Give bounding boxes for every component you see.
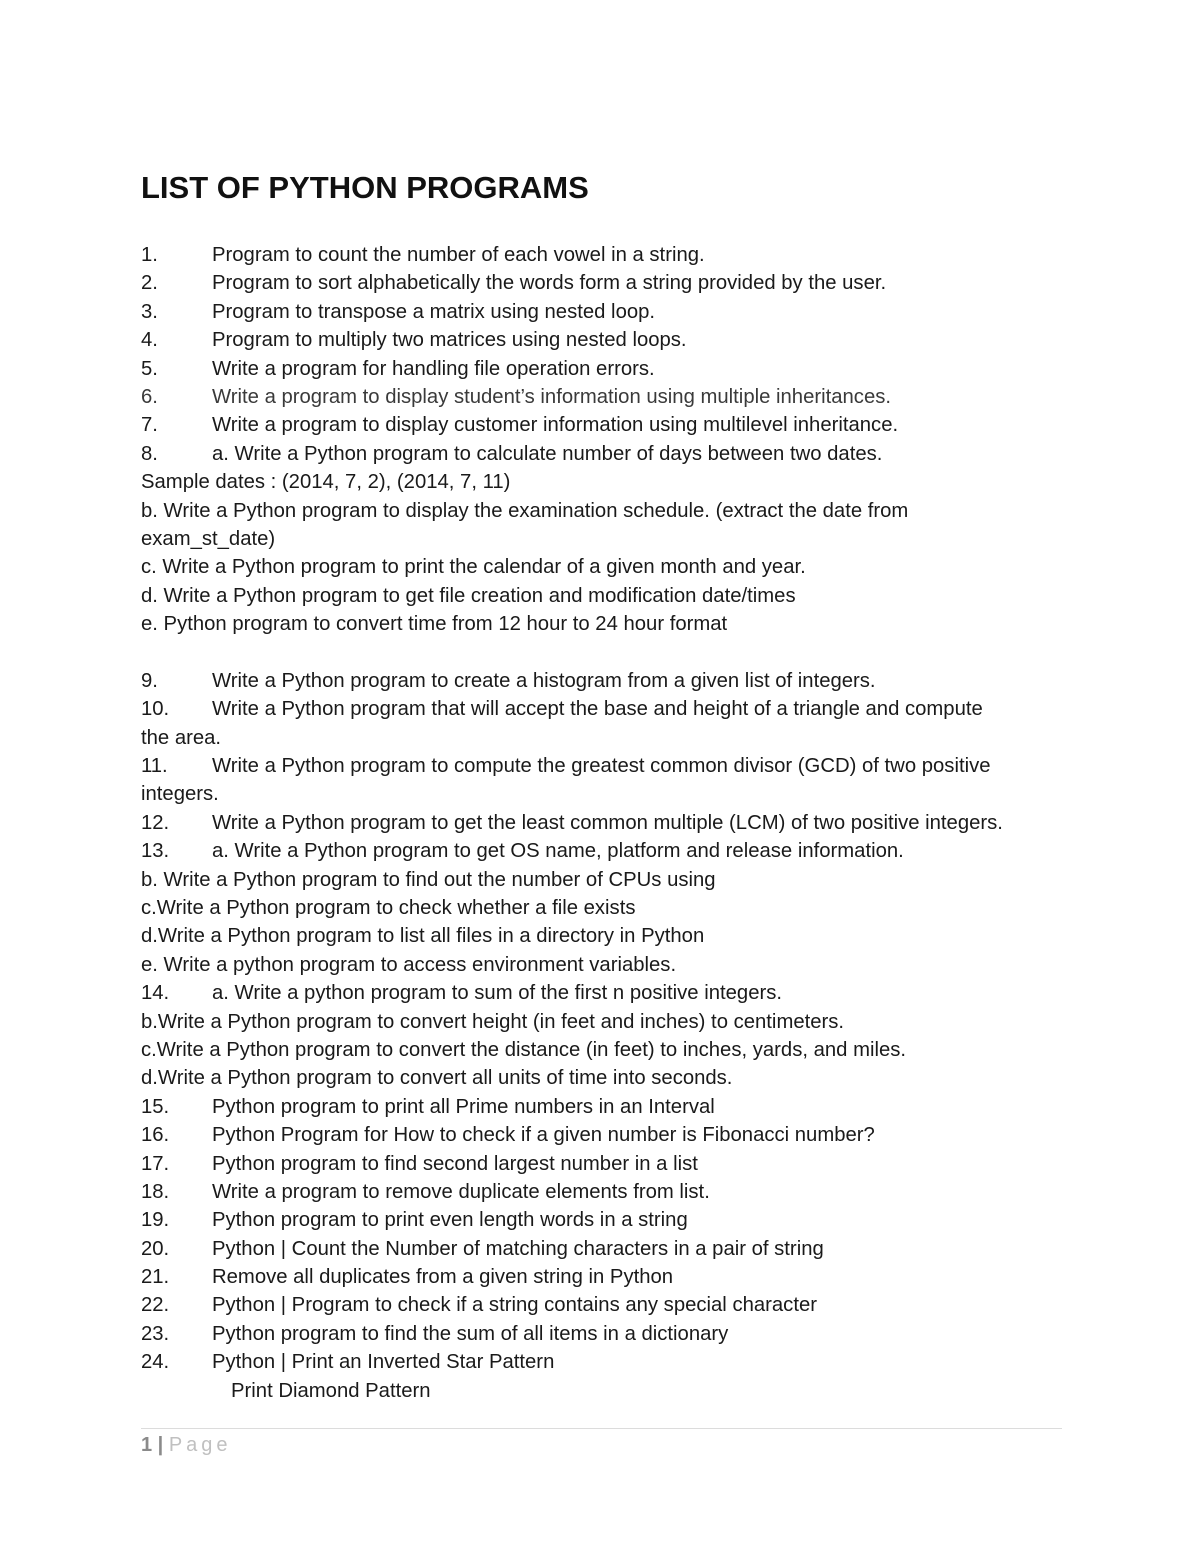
list-item-text: c.Write a Python program to convert the distance (in feet) to inches, yards, and miles. bbox=[141, 1038, 907, 1061]
list-item-text: d.Write a Python program to convert all units of time into seconds. bbox=[141, 1067, 733, 1090]
list-item bbox=[141, 1178, 1071, 1206]
list-item-text: b. Write a Python program to display the examination schedule. (extract the date from bbox=[141, 499, 909, 522]
list-item-text: b.Write a Python program to convert height (in feet and inches) to centimeters. bbox=[141, 1010, 845, 1033]
list-item bbox=[141, 1121, 1071, 1149]
list-item-text: Python Program for How to check if a given number is Fibonacci number? bbox=[212, 1124, 875, 1147]
list-item bbox=[141, 468, 1071, 496]
list-item-text: Program to multiply two matrices using nested loops. bbox=[212, 329, 687, 352]
list-item-text: Write a Python program to compute the greatest common divisor (GCD) of two positive bbox=[212, 755, 991, 778]
list-item bbox=[141, 1235, 1071, 1263]
list-item bbox=[141, 724, 1071, 752]
list-item bbox=[141, 298, 1071, 326]
page-footer bbox=[141, 1434, 232, 1457]
list-item-number: 23. bbox=[141, 1322, 170, 1345]
list-item-number: 17. bbox=[141, 1152, 170, 1175]
footer-page-number: 1 bbox=[141, 1434, 153, 1456]
list-item-text: a. Write a Python program to calculate number of days between two dates. bbox=[212, 442, 883, 465]
list-item-text: Python | Print an Inverted Star Pattern bbox=[212, 1351, 555, 1374]
list-item bbox=[141, 1036, 1071, 1064]
list-item-number: 11. bbox=[141, 755, 168, 778]
list-item-text: the area. bbox=[141, 726, 222, 749]
list-item-number: 8. bbox=[141, 442, 158, 465]
list-item-text: Remove all duplicates from a given string in Python bbox=[212, 1266, 674, 1289]
list-item-number: 7. bbox=[141, 414, 158, 437]
list-item bbox=[141, 553, 1071, 581]
list-item-number: 10. bbox=[141, 698, 170, 721]
list-item-text: Python | Program to check if a string contains any special character bbox=[212, 1294, 817, 1317]
list-item-text: b. Write a Python program to find out the number of CPUs using bbox=[141, 868, 716, 891]
list-item-number: 24. bbox=[141, 1351, 170, 1374]
list-item-text: Sample dates : (2014, 7, 2), (2014, 7, 11) bbox=[141, 471, 511, 494]
list-item bbox=[141, 1320, 1071, 1348]
list-item-text: e. Write a python program to access environment variables. bbox=[141, 953, 677, 976]
list-item-number: 4. bbox=[141, 329, 158, 352]
blank-line bbox=[141, 638, 1071, 666]
list-item-number: 21. bbox=[141, 1266, 170, 1289]
list-item-number: 12. bbox=[141, 811, 170, 834]
list-item-text: Python program to find second largest number in a list bbox=[212, 1152, 698, 1175]
list-item bbox=[141, 1093, 1071, 1121]
list-item-number: 5. bbox=[141, 357, 158, 380]
list-item-text: c.Write a Python program to check whether a file exists bbox=[141, 896, 636, 919]
list-item bbox=[141, 951, 1071, 979]
list-item bbox=[141, 411, 1071, 439]
list-item-number: 9. bbox=[141, 669, 158, 692]
program-list bbox=[141, 241, 1071, 1405]
list-item-number: 14. bbox=[141, 982, 170, 1005]
list-item-number: 15. bbox=[141, 1095, 170, 1118]
list-item-text: Write a program to display student’s information using multiple inheritances. bbox=[212, 385, 892, 408]
list-item-text: d. Write a Python program to get file creation and modification date/times bbox=[141, 584, 796, 607]
list-item bbox=[141, 1064, 1071, 1092]
list-item bbox=[141, 1206, 1071, 1234]
list-item-text: exam_st_date) bbox=[141, 527, 276, 550]
list-item-text: d.Write a Python program to list all files in a directory in Python bbox=[141, 925, 705, 948]
list-item bbox=[141, 894, 1071, 922]
list-item bbox=[141, 269, 1071, 297]
list-item bbox=[141, 1291, 1071, 1319]
list-item bbox=[141, 241, 1071, 269]
list-item-number: 20. bbox=[141, 1237, 170, 1260]
footer-separator: | bbox=[152, 1434, 169, 1456]
list-item-number: 2. bbox=[141, 272, 158, 295]
list-item-text: Python program to find the sum of all items in a dictionary bbox=[212, 1322, 729, 1345]
list-item-number: 6. bbox=[141, 385, 158, 408]
list-item-text: Write a program for handling file operation errors. bbox=[212, 357, 655, 380]
list-item-text: Write a Python program to create a histogram from a given list of integers. bbox=[212, 669, 876, 692]
list-item bbox=[141, 1008, 1071, 1036]
list-item bbox=[141, 525, 1071, 553]
list-item-text: a. Write a Python program to get OS name, platform and release information. bbox=[212, 840, 904, 863]
list-item bbox=[141, 837, 1071, 865]
list-item bbox=[141, 1377, 1071, 1405]
list-item bbox=[141, 1348, 1071, 1376]
list-item-text: a. Write a python program to sum of the first n positive integers. bbox=[212, 982, 783, 1005]
list-item-text: e. Python program to convert time from 12 hour to 24 hour format bbox=[141, 613, 728, 636]
list-item-number: 3. bbox=[141, 300, 158, 323]
list-item-text: Write a Python program that will accept the base and height of a triangle and compute bbox=[212, 698, 983, 721]
list-item bbox=[141, 1150, 1071, 1178]
list-item bbox=[141, 610, 1071, 638]
list-item-text: Python program to print even length words in a string bbox=[212, 1209, 688, 1232]
list-item-text: Write a program to display customer information using multilevel inheritance. bbox=[212, 414, 899, 437]
list-item bbox=[141, 780, 1071, 808]
list-item bbox=[141, 355, 1071, 383]
footer-page-label: Page bbox=[168, 1434, 232, 1456]
list-item bbox=[141, 1263, 1071, 1291]
list-item-number: 1. bbox=[141, 244, 158, 266]
list-item-text: Program to transpose a matrix using nested loop. bbox=[212, 300, 656, 323]
list-item bbox=[141, 809, 1071, 837]
footer-divider bbox=[141, 1428, 1062, 1429]
list-item bbox=[141, 440, 1071, 468]
list-item-text: Write a Python program to get the least common multiple (LCM) of two positive integers. bbox=[212, 811, 1003, 834]
list-item bbox=[141, 695, 1071, 723]
list-item-text: Write a program to remove duplicate elements from list. bbox=[212, 1180, 710, 1203]
list-item-text: Python | Count the Number of matching characters in a pair of string bbox=[212, 1237, 824, 1260]
list-item bbox=[141, 326, 1071, 354]
list-item bbox=[141, 497, 1071, 525]
list-item-text: Python program to print all Prime numbers in an Interval bbox=[212, 1095, 715, 1118]
list-item bbox=[141, 752, 1071, 780]
list-item bbox=[141, 866, 1071, 894]
list-item-number: 22. bbox=[141, 1294, 170, 1317]
list-item-number: 16. bbox=[141, 1124, 170, 1147]
list-item-text: Program to sort alphabetically the words form a string provided by the user. bbox=[212, 272, 887, 295]
list-item bbox=[141, 582, 1071, 610]
list-item-text: c. Write a Python program to print the calendar of a given month and year. bbox=[141, 556, 806, 579]
list-item-number: 13. bbox=[141, 840, 170, 863]
document-title: LIST OF PYTHON PROGRAMS bbox=[141, 170, 589, 205]
list-item-text: Program to count the number of each vowel in a string. bbox=[212, 244, 705, 266]
list-item-text: Print Diamond Pattern bbox=[231, 1379, 431, 1402]
list-item bbox=[141, 667, 1071, 695]
list-item bbox=[141, 383, 1071, 411]
list-item bbox=[141, 979, 1071, 1007]
list-item-number: 19. bbox=[141, 1209, 170, 1232]
list-item-text: integers. bbox=[141, 783, 219, 806]
list-item-number: 18. bbox=[141, 1180, 170, 1203]
list-item bbox=[141, 922, 1071, 950]
